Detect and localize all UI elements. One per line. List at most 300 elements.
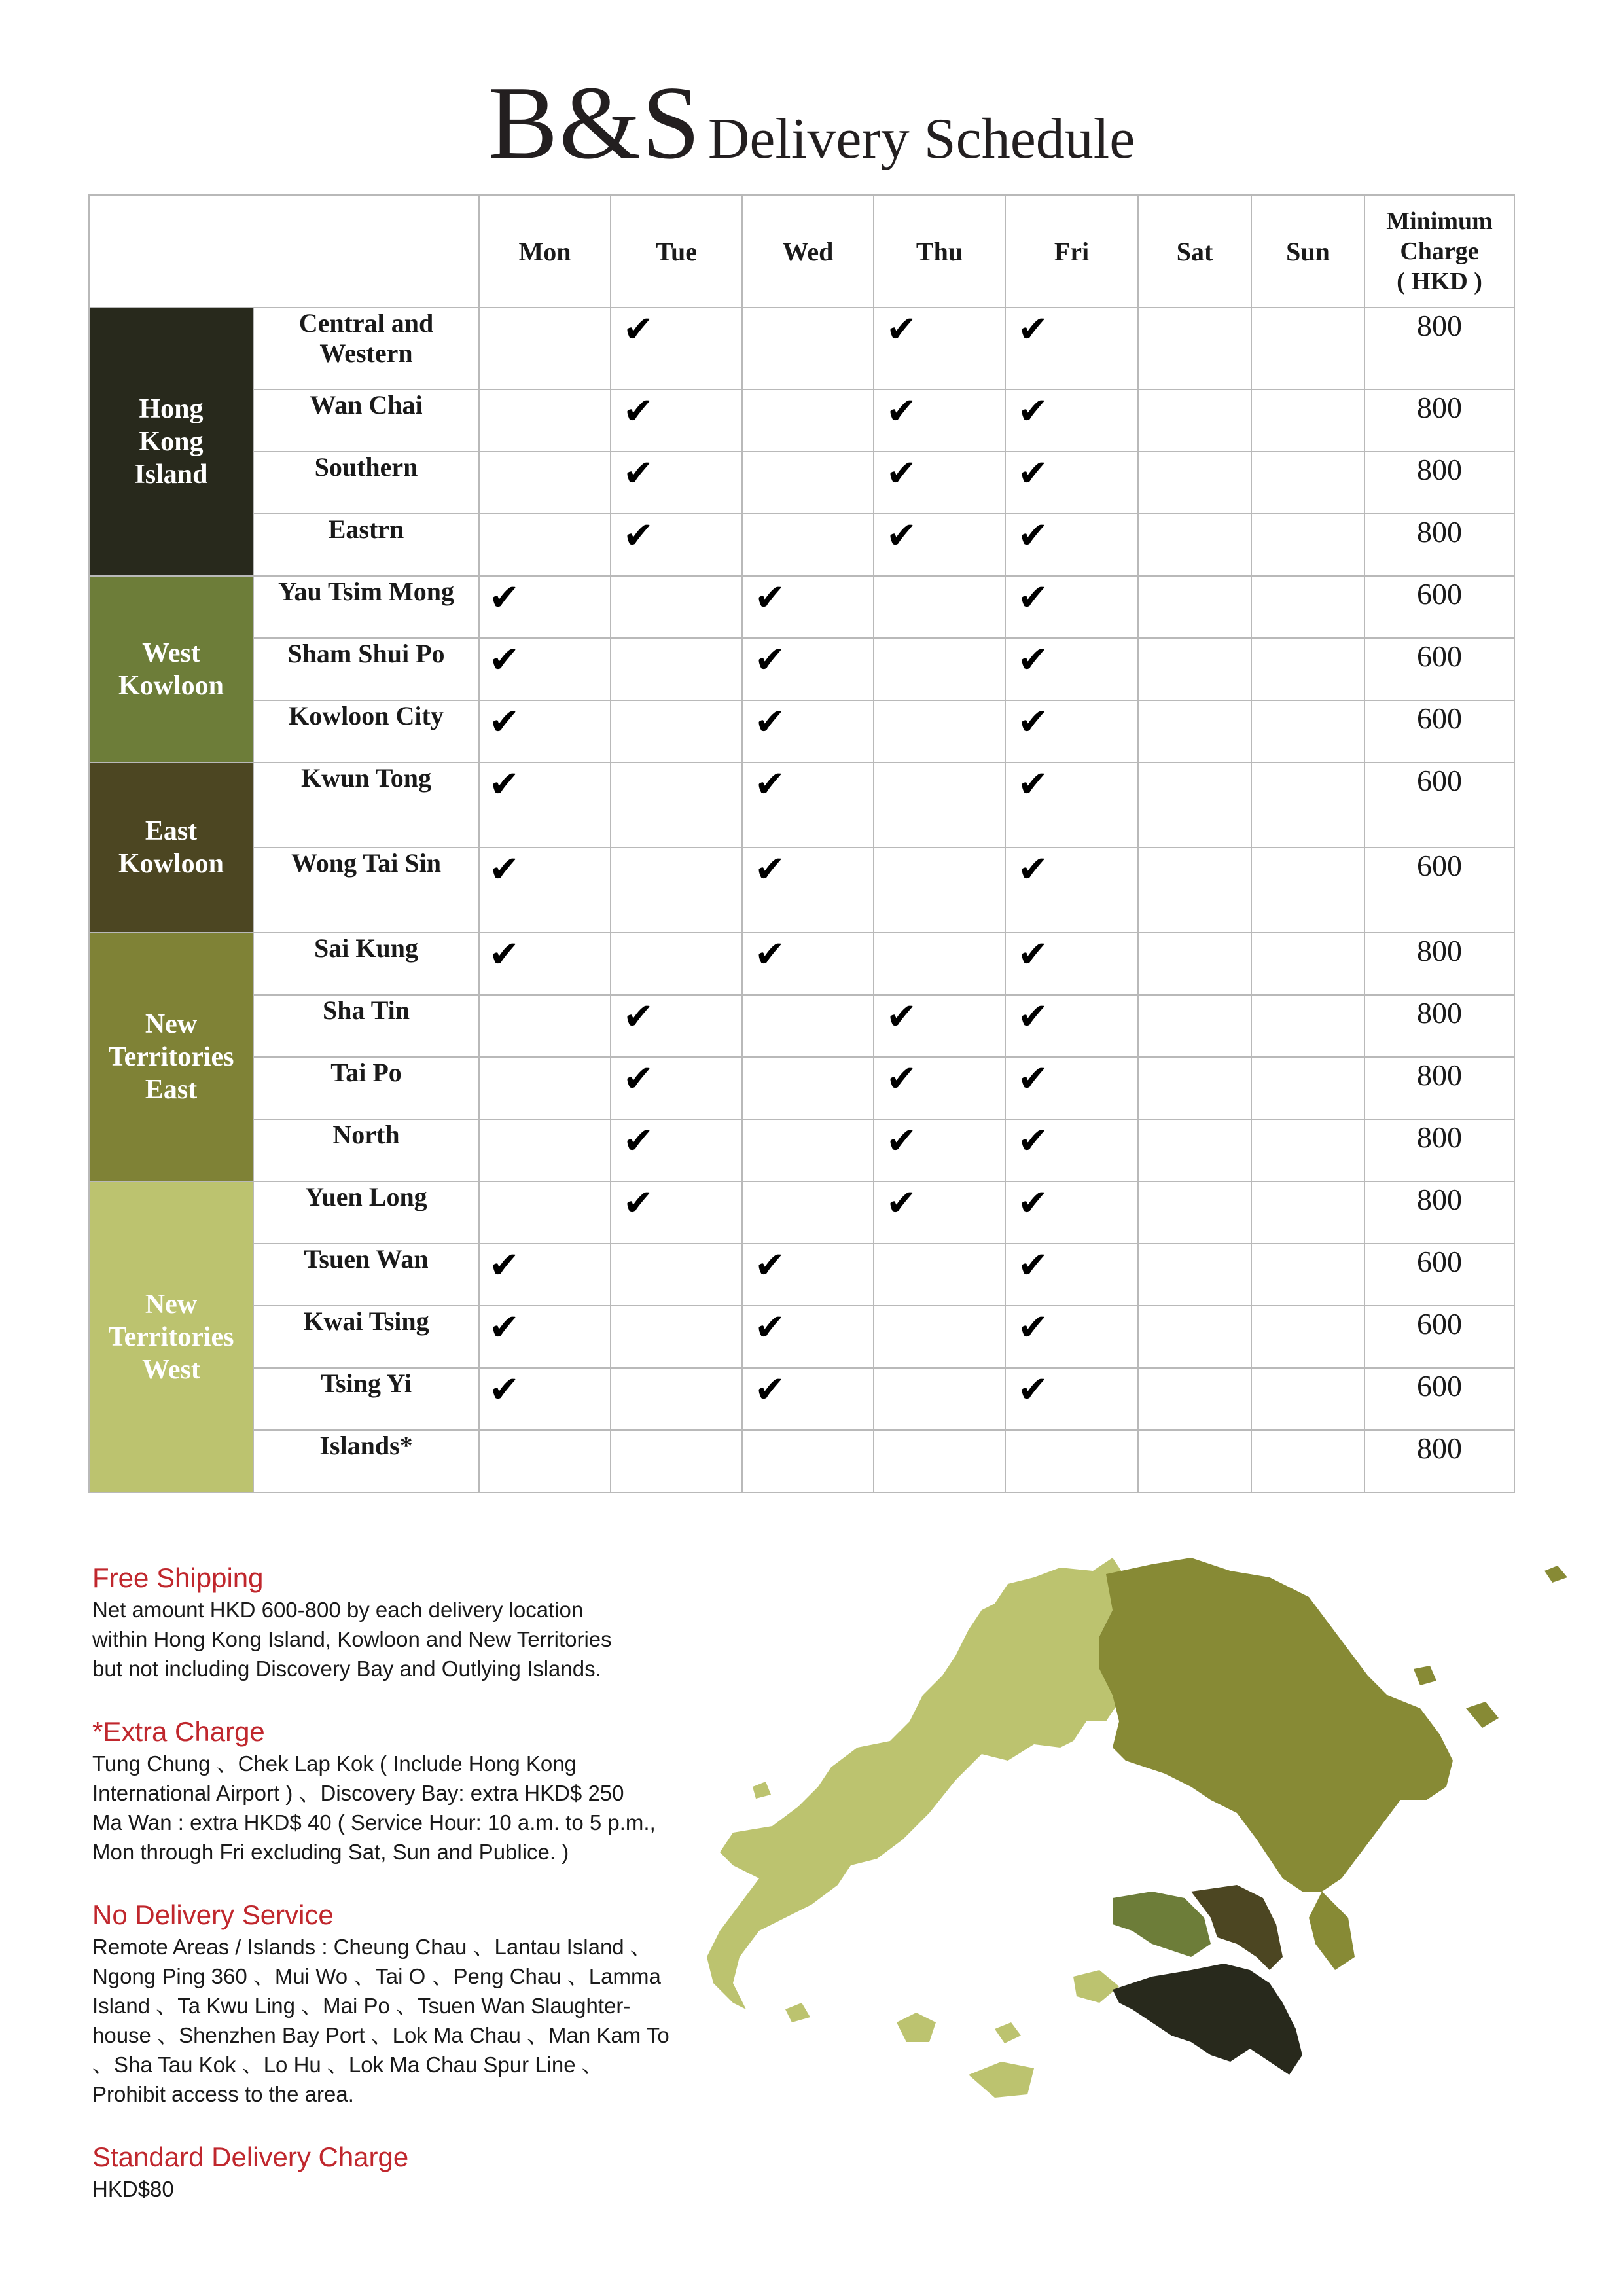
check-mark-icon: ✔ xyxy=(1018,850,1048,890)
day-cell-sun xyxy=(1251,1119,1364,1181)
day-cell-tue xyxy=(611,1057,742,1119)
district-name xyxy=(253,995,479,1057)
day-cell-sun xyxy=(1251,848,1364,933)
day-cell-fri xyxy=(1005,452,1138,514)
day-cell-thu xyxy=(874,1306,1005,1368)
header-sun: Sun xyxy=(1251,195,1364,308)
map-west-kowloon-region xyxy=(1113,1892,1211,1957)
day-cell-sat xyxy=(1138,514,1251,576)
minimum-charge-value: 800 xyxy=(1364,389,1514,452)
table-header-row xyxy=(89,195,1514,308)
table-row xyxy=(89,389,1514,452)
day-cell-thu xyxy=(874,514,1005,576)
check-mark-icon: ✔ xyxy=(886,1059,917,1100)
note-line: HKD$80 xyxy=(92,2177,174,2201)
map-nt-east-peninsula xyxy=(1309,1892,1355,1970)
day-cell-fri xyxy=(1005,1057,1138,1119)
page-title xyxy=(0,62,1623,183)
day-cell-sat xyxy=(1138,389,1251,452)
district-name-line: Tsing Yi xyxy=(321,1369,412,1398)
minimum-charge-value: 800 xyxy=(1364,452,1514,514)
day-cell-tue xyxy=(611,576,742,638)
region-label xyxy=(89,933,253,1181)
day-cell-sun xyxy=(1251,700,1364,762)
map-islet xyxy=(897,2013,936,2042)
region-label-line: Hong xyxy=(139,394,204,424)
check-mark-icon: ✔ xyxy=(755,935,785,975)
check-mark-icon: ✔ xyxy=(623,997,654,1037)
day-cell-sun xyxy=(1251,1430,1364,1492)
map-islet xyxy=(753,1782,771,1799)
region-label xyxy=(89,762,253,933)
district-name-line: Wong Tai Sin xyxy=(291,848,442,878)
district-name xyxy=(253,638,479,700)
district-name xyxy=(253,1244,479,1306)
day-cell-fri xyxy=(1005,1430,1138,1492)
day-cell-sun xyxy=(1251,514,1364,576)
day-cell-fri xyxy=(1005,1244,1138,1306)
district-name-line: Sha Tin xyxy=(322,996,410,1025)
day-cell-wed xyxy=(742,452,874,514)
check-mark-icon: ✔ xyxy=(755,850,785,890)
minimum-charge-value: 800 xyxy=(1364,933,1514,995)
day-cell-tue xyxy=(611,1181,742,1244)
day-cell-fri xyxy=(1005,308,1138,389)
day-cell-tue xyxy=(611,514,742,576)
region-label-line: West xyxy=(142,637,200,668)
check-mark-icon: ✔ xyxy=(1018,1121,1048,1162)
day-cell-sat xyxy=(1138,1119,1251,1181)
table-row xyxy=(89,1244,1514,1306)
note-section xyxy=(92,1715,694,1867)
map-islet xyxy=(969,2062,1034,2098)
check-mark-icon: ✔ xyxy=(623,454,654,494)
day-cell-mon xyxy=(479,933,611,995)
day-cell-mon xyxy=(479,995,611,1057)
note-line: International Airport ) 、Discovery Bay: extra HKD$ 250 xyxy=(92,1781,624,1805)
minimum-charge-value: 800 xyxy=(1364,1181,1514,1244)
minimum-charge-value: 600 xyxy=(1364,1244,1514,1306)
note-line: Mon through Fri excluding Sat, Sun and Publice. ) xyxy=(92,1840,569,1864)
day-cell-sat xyxy=(1138,1181,1251,1244)
day-cell-fri xyxy=(1005,514,1138,576)
district-name-line: Sai Kung xyxy=(314,933,418,963)
check-mark-icon: ✔ xyxy=(1018,1308,1048,1348)
note-line: but not including Discovery Bay and Outlying Islands. xyxy=(92,1657,601,1681)
table-row xyxy=(89,995,1514,1057)
map-islet xyxy=(1414,1666,1436,1685)
day-cell-tue xyxy=(611,452,742,514)
day-cell-fri xyxy=(1005,1119,1138,1181)
district-name-line: Kowloon City xyxy=(289,701,444,730)
day-cell-mon xyxy=(479,514,611,576)
day-cell-sat xyxy=(1138,1430,1251,1492)
header-thu: Thu xyxy=(874,195,1005,308)
day-cell-fri xyxy=(1005,762,1138,848)
day-cell-fri xyxy=(1005,848,1138,933)
day-cell-thu xyxy=(874,700,1005,762)
check-mark-icon: ✔ xyxy=(1018,516,1048,556)
day-cell-sat xyxy=(1138,576,1251,638)
day-cell-fri xyxy=(1005,638,1138,700)
check-mark-icon: ✔ xyxy=(886,454,917,494)
district-name xyxy=(253,1181,479,1244)
check-mark-icon: ✔ xyxy=(886,997,917,1037)
day-cell-mon xyxy=(479,1306,611,1368)
minimum-charge-value: 600 xyxy=(1364,762,1514,848)
check-mark-icon: ✔ xyxy=(489,850,520,890)
table-row xyxy=(89,762,1514,848)
day-cell-mon xyxy=(479,762,611,848)
check-mark-icon: ✔ xyxy=(886,310,917,350)
check-mark-icon: ✔ xyxy=(755,1370,785,1410)
title-text: Delivery Schedule xyxy=(707,107,1135,171)
note-line: 、Sha Tau Kok 、Lo Hu 、Lok Ma Chau Spur Line 、 xyxy=(92,2053,603,2077)
note-line: house 、Shenzhen Bay Port 、Lok Ma Chau 、Man Kam To xyxy=(92,2023,669,2047)
day-cell-sun xyxy=(1251,933,1364,995)
day-cell-wed xyxy=(742,389,874,452)
day-cell-thu xyxy=(874,1244,1005,1306)
day-cell-sun xyxy=(1251,1368,1364,1430)
table-row xyxy=(89,1119,1514,1181)
district-name xyxy=(253,514,479,576)
day-cell-sat xyxy=(1138,995,1251,1057)
day-cell-fri xyxy=(1005,1368,1138,1430)
note-line: Island 、Ta Kwu Ling 、Mai Po 、Tsuen Wan Slaughter- xyxy=(92,1994,631,2018)
day-cell-sun xyxy=(1251,995,1364,1057)
header-tue: Tue xyxy=(611,195,742,308)
notes-panel xyxy=(92,1561,694,2235)
check-mark-icon: ✔ xyxy=(1018,1370,1048,1410)
day-cell-mon xyxy=(479,1119,611,1181)
day-cell-thu xyxy=(874,452,1005,514)
check-mark-icon: ✔ xyxy=(623,391,654,432)
check-mark-icon: ✔ xyxy=(886,1183,917,1224)
check-mark-icon: ✔ xyxy=(489,1370,520,1410)
day-cell-thu xyxy=(874,848,1005,933)
table-row xyxy=(89,1368,1514,1430)
check-mark-icon: ✔ xyxy=(1018,391,1048,432)
header-fri: Fri xyxy=(1005,195,1138,308)
hong-kong-district-map xyxy=(694,1551,1597,2140)
district-name xyxy=(253,389,479,452)
day-cell-sun xyxy=(1251,1057,1364,1119)
district-name xyxy=(253,1119,479,1181)
region-label-line: Island xyxy=(134,459,208,490)
day-cell-sun xyxy=(1251,1306,1364,1368)
day-cell-thu xyxy=(874,1181,1005,1244)
note-heading: Standard Delivery Charge xyxy=(92,2142,409,2172)
map-hk-island-region xyxy=(1113,1964,1302,2075)
delivery-schedule-table xyxy=(88,194,1515,1493)
note-section xyxy=(92,1898,694,2109)
check-mark-icon: ✔ xyxy=(489,935,520,975)
table-row xyxy=(89,1430,1514,1492)
minimum-charge-value: 600 xyxy=(1364,1368,1514,1430)
check-mark-icon: ✔ xyxy=(1018,997,1048,1037)
day-cell-wed xyxy=(742,638,874,700)
day-cell-sat xyxy=(1138,848,1251,933)
check-mark-icon: ✔ xyxy=(489,1246,520,1286)
check-mark-icon: ✔ xyxy=(1018,764,1048,805)
region-label-line: New xyxy=(145,1009,198,1039)
table-body xyxy=(89,308,1514,1492)
district-name xyxy=(253,933,479,995)
day-cell-mon xyxy=(479,700,611,762)
note-line: Net amount HKD 600-800 by each delivery location xyxy=(92,1598,584,1622)
minimum-charge-value: 800 xyxy=(1364,308,1514,389)
district-name-line: Kwai Tsing xyxy=(303,1306,429,1336)
note-section xyxy=(92,2140,694,2204)
district-name-line: Yuen Long xyxy=(305,1182,427,1211)
note-heading: Free Shipping xyxy=(92,1562,264,1593)
day-cell-fri xyxy=(1005,389,1138,452)
district-name xyxy=(253,762,479,848)
day-cell-thu xyxy=(874,638,1005,700)
day-cell-tue xyxy=(611,995,742,1057)
minimum-charge-value: 600 xyxy=(1364,700,1514,762)
day-cell-wed xyxy=(742,1368,874,1430)
region-label xyxy=(89,308,253,576)
check-mark-icon: ✔ xyxy=(755,640,785,681)
day-cell-wed xyxy=(742,700,874,762)
district-name xyxy=(253,576,479,638)
day-cell-thu xyxy=(874,1368,1005,1430)
district-name-line: North xyxy=(332,1120,400,1149)
district-name-line: Tsuen Wan xyxy=(304,1244,429,1274)
check-mark-icon: ✔ xyxy=(623,516,654,556)
day-cell-wed xyxy=(742,308,874,389)
region-label-line: Territories xyxy=(108,1042,234,1072)
day-cell-wed xyxy=(742,576,874,638)
check-mark-icon: ✔ xyxy=(755,764,785,805)
check-mark-icon: ✔ xyxy=(489,578,520,619)
minimum-charge-value: 600 xyxy=(1364,1306,1514,1368)
district-name-line: Tai Po xyxy=(330,1058,402,1087)
day-cell-mon xyxy=(479,1244,611,1306)
minimum-charge-value: 800 xyxy=(1364,995,1514,1057)
day-cell-thu xyxy=(874,308,1005,389)
day-cell-tue xyxy=(611,1244,742,1306)
day-cell-sat xyxy=(1138,933,1251,995)
day-cell-sun xyxy=(1251,576,1364,638)
day-cell-tue xyxy=(611,308,742,389)
region-label-line: New xyxy=(145,1289,198,1319)
check-mark-icon: ✔ xyxy=(1018,578,1048,619)
table-row xyxy=(89,576,1514,638)
header-blank-cell xyxy=(89,195,479,308)
header-minimum-charge-line: Charge xyxy=(1400,238,1479,265)
header-minimum-charge-line: ( HKD ) xyxy=(1397,268,1482,295)
region-label xyxy=(89,576,253,762)
day-cell-sat xyxy=(1138,1244,1251,1306)
map-islet xyxy=(1544,1566,1567,1583)
check-mark-icon: ✔ xyxy=(886,391,917,432)
day-cell-mon xyxy=(479,1181,611,1244)
day-cell-wed xyxy=(742,1119,874,1181)
check-mark-icon: ✔ xyxy=(623,1059,654,1100)
check-mark-icon: ✔ xyxy=(886,516,917,556)
table-row xyxy=(89,638,1514,700)
check-mark-icon: ✔ xyxy=(1018,310,1048,350)
check-mark-icon: ✔ xyxy=(755,702,785,743)
map-nt-east-region xyxy=(1099,1558,1453,1892)
day-cell-sun xyxy=(1251,1244,1364,1306)
region-label-line: East xyxy=(145,816,198,846)
day-cell-thu xyxy=(874,1057,1005,1119)
check-mark-icon: ✔ xyxy=(1018,1059,1048,1100)
day-cell-tue xyxy=(611,1306,742,1368)
day-cell-tue xyxy=(611,1368,742,1430)
district-name xyxy=(253,452,479,514)
check-mark-icon: ✔ xyxy=(886,1121,917,1162)
day-cell-thu xyxy=(874,762,1005,848)
minimum-charge-value: 800 xyxy=(1364,1430,1514,1492)
region-label-line: Kong xyxy=(139,427,204,457)
day-cell-thu xyxy=(874,1430,1005,1492)
check-mark-icon: ✔ xyxy=(1018,1183,1048,1224)
brand-name: B&S xyxy=(488,64,702,181)
day-cell-thu xyxy=(874,995,1005,1057)
district-name-line: Central and xyxy=(298,308,434,338)
day-cell-sun xyxy=(1251,452,1364,514)
table-row xyxy=(89,933,1514,995)
day-cell-mon xyxy=(479,1430,611,1492)
day-cell-mon xyxy=(479,389,611,452)
day-cell-fri xyxy=(1005,1306,1138,1368)
day-cell-wed xyxy=(742,1430,874,1492)
table-row xyxy=(89,514,1514,576)
district-name-line: Southern xyxy=(314,452,418,482)
district-name-line: Islands* xyxy=(319,1431,413,1460)
day-cell-sun xyxy=(1251,638,1364,700)
check-mark-icon: ✔ xyxy=(489,764,520,805)
day-cell-mon xyxy=(479,1057,611,1119)
check-mark-icon: ✔ xyxy=(755,1246,785,1286)
day-cell-mon xyxy=(479,308,611,389)
day-cell-wed xyxy=(742,933,874,995)
district-name xyxy=(253,1430,479,1492)
table-row xyxy=(89,308,1514,389)
table-row xyxy=(89,452,1514,514)
district-name-line: Western xyxy=(319,338,413,368)
day-cell-mon xyxy=(479,1368,611,1430)
day-cell-sun xyxy=(1251,308,1364,389)
check-mark-icon: ✔ xyxy=(623,310,654,350)
check-mark-icon: ✔ xyxy=(623,1183,654,1224)
map-nt-west-region xyxy=(707,1558,1126,2009)
day-cell-tue xyxy=(611,389,742,452)
note-line: Remote Areas / Islands : Cheung Chau 、Lantau Island 、 xyxy=(92,1935,652,1959)
day-cell-tue xyxy=(611,762,742,848)
day-cell-wed xyxy=(742,1244,874,1306)
table-row xyxy=(89,848,1514,933)
note-line: Ma Wan : extra HKD$ 40 ( Service Hour: 10 a.m. to 5 p.m., xyxy=(92,1810,656,1835)
day-cell-wed xyxy=(742,1181,874,1244)
header-sat: Sat xyxy=(1138,195,1251,308)
check-mark-icon: ✔ xyxy=(489,1308,520,1348)
day-cell-thu xyxy=(874,576,1005,638)
check-mark-icon: ✔ xyxy=(489,640,520,681)
map-islet xyxy=(1466,1702,1499,1728)
table-row xyxy=(89,1181,1514,1244)
region-label-line: Kowloon xyxy=(118,849,224,879)
day-cell-tue xyxy=(611,933,742,995)
day-cell-wed xyxy=(742,995,874,1057)
check-mark-icon: ✔ xyxy=(1018,640,1048,681)
district-name-line: Yau Tsim Mong xyxy=(278,577,454,606)
region-label xyxy=(89,1181,253,1492)
district-name xyxy=(253,1368,479,1430)
day-cell-sat xyxy=(1138,762,1251,848)
day-cell-mon xyxy=(479,576,611,638)
day-cell-wed xyxy=(742,1306,874,1368)
day-cell-fri xyxy=(1005,576,1138,638)
minimum-charge-value: 600 xyxy=(1364,638,1514,700)
header-wed: Wed xyxy=(742,195,874,308)
district-name-line: Wan Chai xyxy=(310,390,423,420)
table-row xyxy=(89,1057,1514,1119)
day-cell-tue xyxy=(611,638,742,700)
check-mark-icon: ✔ xyxy=(755,578,785,619)
district-name xyxy=(253,1057,479,1119)
day-cell-wed xyxy=(742,848,874,933)
district-name xyxy=(253,848,479,933)
day-cell-sun xyxy=(1251,762,1364,848)
note-heading: *Extra Charge xyxy=(92,1716,265,1747)
day-cell-mon xyxy=(479,848,611,933)
day-cell-sat xyxy=(1138,1368,1251,1430)
table-row xyxy=(89,1306,1514,1368)
day-cell-mon xyxy=(479,638,611,700)
note-line: Prohibit access to the area. xyxy=(92,2082,354,2106)
check-mark-icon: ✔ xyxy=(1018,1246,1048,1286)
note-heading: No Delivery Service xyxy=(92,1899,334,1930)
day-cell-tue xyxy=(611,848,742,933)
day-cell-sat xyxy=(1138,308,1251,389)
district-name-line: Eastrn xyxy=(328,514,404,544)
day-cell-wed xyxy=(742,514,874,576)
day-cell-mon xyxy=(479,452,611,514)
region-label-line: Kowloon xyxy=(118,670,224,701)
day-cell-tue xyxy=(611,1430,742,1492)
map-islet xyxy=(1073,1970,1119,2003)
note-line: within Hong Kong Island, Kowloon and New Territories xyxy=(92,1627,612,1651)
header-minimum-charge xyxy=(1364,195,1514,308)
day-cell-fri xyxy=(1005,700,1138,762)
day-cell-wed xyxy=(742,1057,874,1119)
day-cell-sat xyxy=(1138,1306,1251,1368)
district-name xyxy=(253,308,479,389)
day-cell-fri xyxy=(1005,995,1138,1057)
day-cell-fri xyxy=(1005,1181,1138,1244)
minimum-charge-value: 800 xyxy=(1364,1119,1514,1181)
day-cell-sat xyxy=(1138,700,1251,762)
day-cell-sun xyxy=(1251,1181,1364,1244)
minimum-charge-value: 600 xyxy=(1364,848,1514,933)
day-cell-fri xyxy=(1005,933,1138,995)
minimum-charge-value: 800 xyxy=(1364,1057,1514,1119)
region-label-line: West xyxy=(142,1354,200,1385)
check-mark-icon: ✔ xyxy=(1018,935,1048,975)
day-cell-sun xyxy=(1251,389,1364,452)
note-line: Ngong Ping 360 、Mui Wo 、Tai O 、Peng Chau 、Lamma xyxy=(92,1964,661,1988)
district-name xyxy=(253,1306,479,1368)
day-cell-thu xyxy=(874,1119,1005,1181)
map-islet xyxy=(785,2003,810,2022)
check-mark-icon: ✔ xyxy=(755,1308,785,1348)
header-minimum-charge-line: Minimum xyxy=(1386,207,1493,235)
